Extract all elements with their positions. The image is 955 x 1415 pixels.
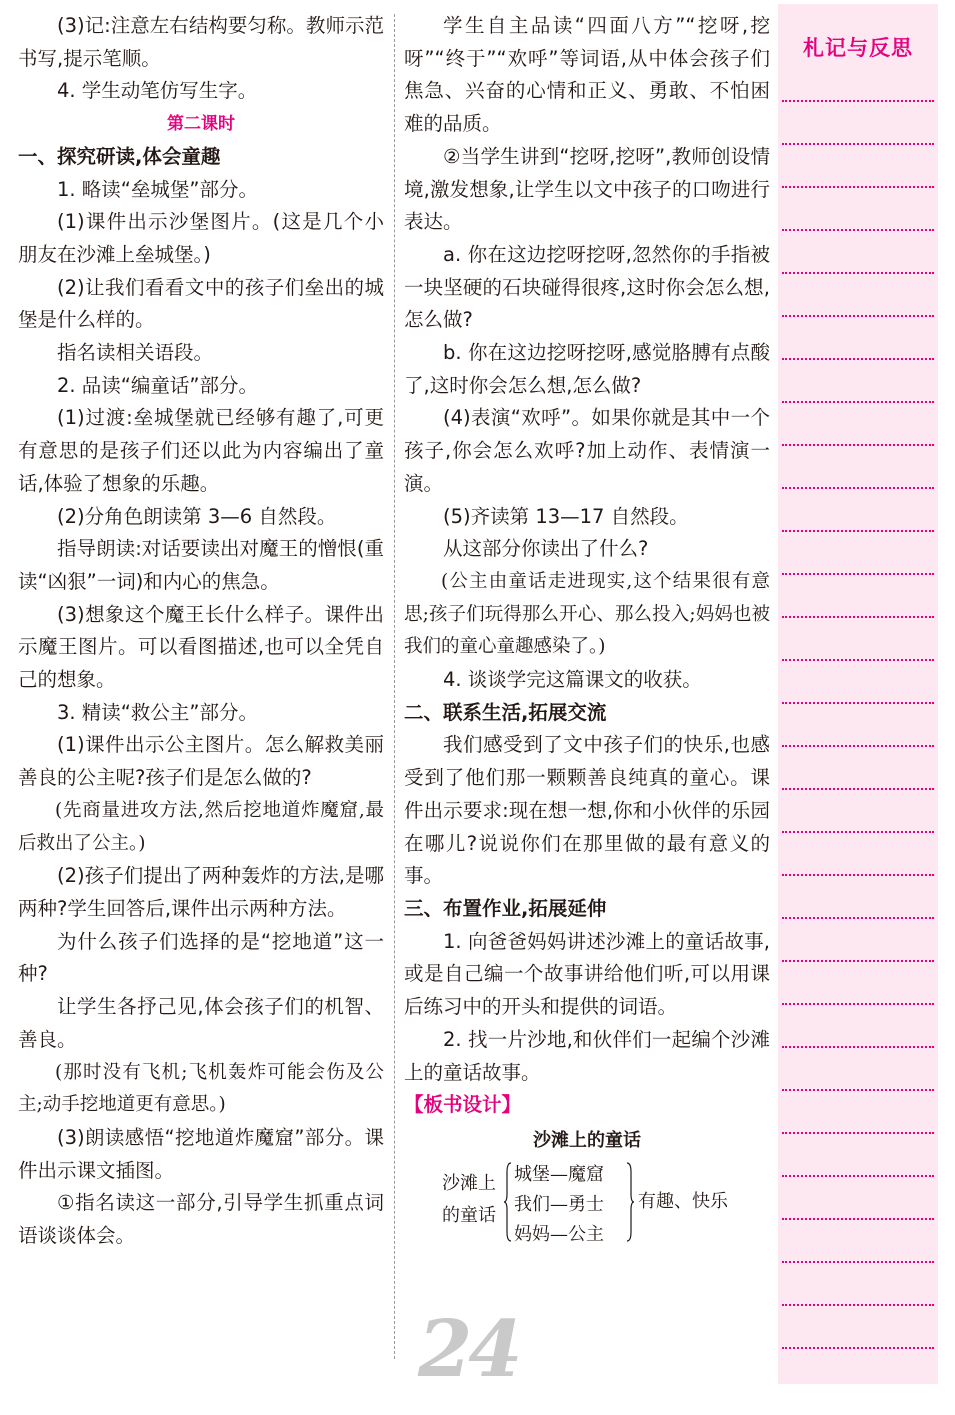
board-pairs <box>514 1160 604 1250</box>
paragraph: 我们感受到了文中孩子们的快乐,也感受到了他们那一颗颗善良纯真的童心。课件出示要求:现在想一想,你和小伙伴的乐园在哪儿?说说你们在那里做的最有意义的事。 <box>404 733 770 888</box>
notes-sidebar <box>778 4 938 1384</box>
paragraph: ①指名读这一部分,引导学生抓重点词语谈谈体会。 <box>18 1191 384 1248</box>
left-brace-icon <box>504 1162 512 1242</box>
paragraph: 为什么孩子们选择的是“挖地道”这一种? <box>18 929 384 986</box>
note-line <box>782 487 934 489</box>
paragraph: ②当学生讲到“挖呀,挖呀”,教师创设情境,激发想象,让学生以文中孩子的口吻进行表达。 <box>404 144 770 234</box>
paragraph: 4. 谈谈学完这篇课文的收获。 <box>443 668 702 692</box>
paragraph: 指名读相关语段。 <box>57 341 214 365</box>
note-line <box>782 272 934 274</box>
note-line <box>782 573 934 575</box>
note-line <box>782 1132 934 1134</box>
paragraph: 从这部分你读出了什么? <box>443 537 649 561</box>
note-line <box>782 1046 934 1048</box>
note-line <box>782 530 934 532</box>
note-line <box>782 702 934 704</box>
paragraph: 学生自主品读“四面八方”“挖呀,挖呀”“终于”“欢呼”等词语,从中体会孩子们焦急、兴奋的心情和正义、勇敢、不怕困难的品质。 <box>404 14 770 136</box>
note-line <box>782 788 934 790</box>
paragraph: (3)记:注意左右结构要匀称。教师示范书写,提示笔顺。 <box>18 14 384 70</box>
note-line <box>782 1218 934 1220</box>
paragraph: 2. 找一片沙地,和伙伴们一起编个沙滩上的童话故事。 <box>404 1027 770 1084</box>
paragraph: b. 你在这边挖呀挖呀,感觉胳膊有点酸了,这时你会怎么想,怎么做? <box>404 341 770 397</box>
paragraph: 让学生各抒己见,体会孩子们的机智、善良。 <box>18 995 384 1051</box>
answer-note: (那时没有飞机;飞机轰炸可能会伤及公主;动手挖地道更有意思。) <box>18 1061 384 1116</box>
note-line <box>782 874 934 876</box>
note-line <box>782 1347 934 1349</box>
paragraph: 4. 学生动笔仿写生字。 <box>57 79 258 103</box>
board-left-label <box>434 1168 504 1232</box>
note-line <box>782 186 934 188</box>
section-heading: 二、联系生活,拓展交流 <box>404 700 607 724</box>
board-left-line: 的童话 <box>442 1204 496 1226</box>
note-line <box>782 315 934 317</box>
section-heading: 三、布置作业,拓展延伸 <box>404 896 607 920</box>
paragraph: (4)表演“欢呼”。如果你就是其中一个孩子,你会怎么欢呼?加上动作、表情演一演。 <box>404 406 770 495</box>
answer-note: (先商量进攻方法,然后挖地道炸魔窟,最后救出了公主。) <box>18 799 384 854</box>
left-column <box>18 10 384 1253</box>
note-line <box>782 1304 934 1306</box>
paragraph: (2)孩子们提出了两种轰炸的方法,是哪两种?学生回答后,课件出示两种方法。 <box>18 864 384 920</box>
lesson-title: 第二课时 <box>167 114 235 135</box>
paragraph: 指导朗读:对话要读出对魔王的憎恨(重读“凶狠”一词)和内心的焦急。 <box>18 537 384 593</box>
board-diagram <box>404 1160 770 1252</box>
board-pair: 妈妈—公主 <box>514 1223 604 1245</box>
board-design-tag: 【板书设计】 <box>404 1093 522 1117</box>
note-line <box>782 444 934 446</box>
note-line <box>782 100 934 102</box>
board-summary: 有趣、快乐 <box>638 1190 728 1212</box>
paragraph: (2)分角色朗读第 3—6 自然段。 <box>57 504 337 528</box>
paragraph: 1. 略读“垒城堡”部分。 <box>57 177 259 201</box>
section-heading: 一、探究研读,体会童趣 <box>18 144 221 168</box>
note-line <box>782 143 934 145</box>
note-line <box>782 229 934 231</box>
answer-note: (公主由童话走进现实,这个结果很有意思;孩子们玩得那么开心、那么投入;妈妈也被我们的童心童趣感染了。) <box>404 570 770 658</box>
note-line <box>782 616 934 618</box>
note-line <box>782 659 934 661</box>
paragraph: (1)课件出示沙堡图片。(这是几个小朋友在沙滩上垒城堡。) <box>18 210 384 266</box>
board-pair: 城堡—魔窟 <box>514 1163 604 1185</box>
note-line <box>782 1175 934 1177</box>
notes-title: 札记与反思 <box>803 36 913 60</box>
paragraph: (1)课件出示公主图片。怎么解救美丽善良的公主呢?孩子们是怎么做的? <box>18 733 384 790</box>
note-line <box>782 960 934 962</box>
note-line <box>782 1261 934 1263</box>
board-left-line: 沙滩上 <box>442 1172 496 1194</box>
paragraph: (3)想象这个魔王长什么样子。课件出示魔王图片。可以看图描述,也可以全凭自己的想象。 <box>18 602 384 692</box>
board-title: 沙滩上的童话 <box>533 1129 641 1151</box>
paragraph: (5)齐读第 13—17 自然段。 <box>443 504 689 528</box>
paragraph: 3. 精读“救公主”部分。 <box>57 700 259 724</box>
page-number: 24 <box>418 1304 519 1395</box>
board-pair: 我们—勇士 <box>514 1193 604 1215</box>
paragraph: (1)过渡:垒城堡就已经够有趣了,可更有意思的是孩子们还以此为内容编出了童话,体验了想象的乐趣。 <box>18 406 384 495</box>
paragraph: 1. 向爸爸妈妈讲述沙滩上的童话故事,或是自己编一个故事讲给他们听,可以用课后练习中的开头和提供的词语。 <box>404 929 770 1019</box>
middle-column <box>404 10 770 1252</box>
note-line <box>782 1089 934 1091</box>
note-line <box>782 401 934 403</box>
column-divider <box>394 14 395 1359</box>
paragraph: a. 你在这边挖呀挖呀,忽然你的手指被一块坚硬的石块碰得很疼,这时你会怎么想,怎么做? <box>404 242 770 332</box>
note-line <box>782 917 934 919</box>
paragraph: (3)朗读感悟“挖地道炸魔窟”部分。课件出示课文插图。 <box>18 1125 384 1182</box>
note-line <box>782 745 934 747</box>
paragraph: (2)让我们看看文中的孩子们垒出的城堡是什么样的。 <box>18 275 384 332</box>
paragraph: 2. 品读“编童话”部分。 <box>57 373 259 397</box>
note-line <box>782 831 934 833</box>
note-line <box>782 358 934 360</box>
note-line <box>782 1003 934 1005</box>
right-brace-icon <box>626 1162 634 1242</box>
